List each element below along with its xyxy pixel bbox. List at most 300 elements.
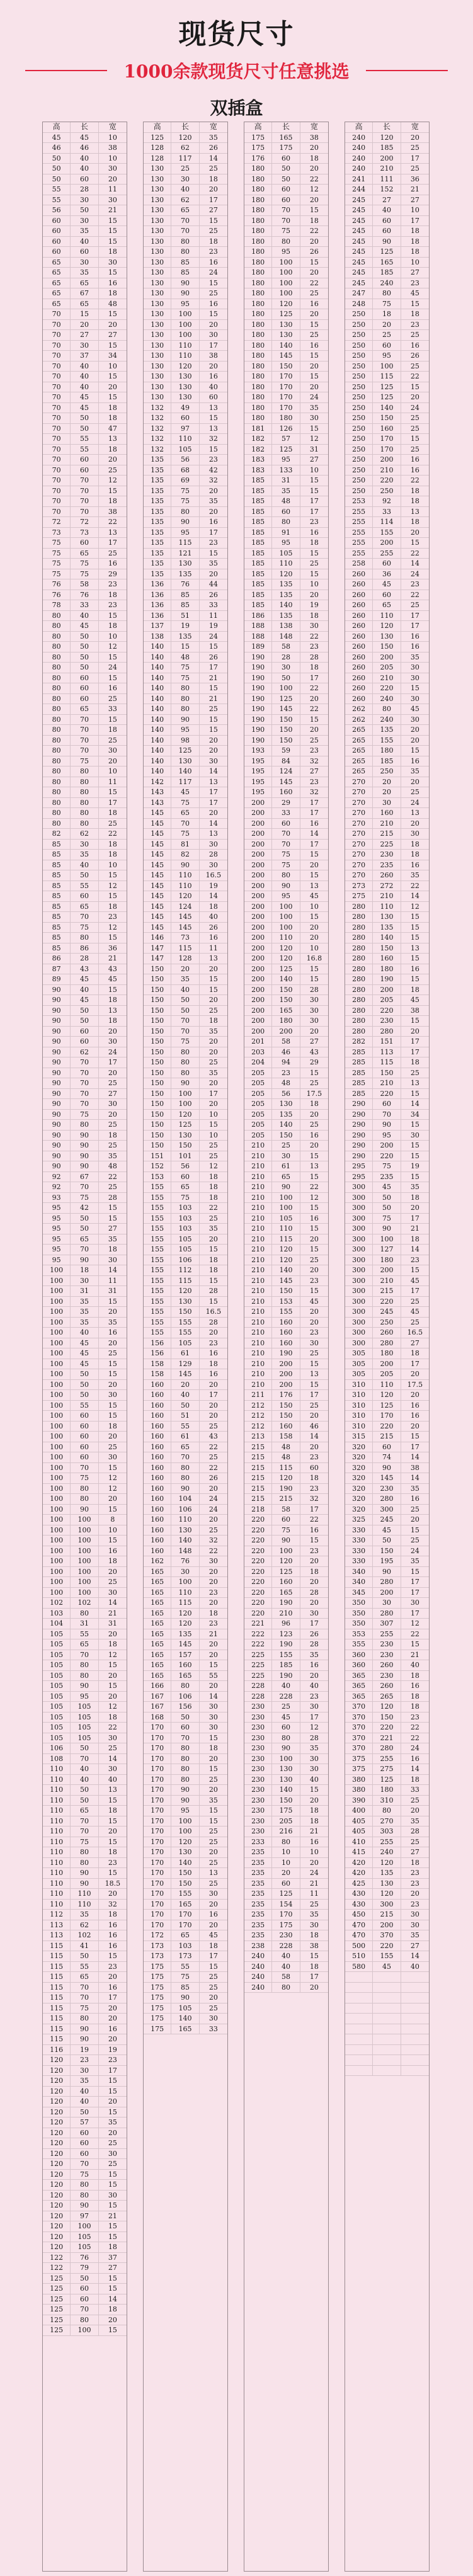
table-cell: 147 — [144, 943, 171, 954]
table-cell: 285 — [345, 1047, 373, 1057]
table-cell: 25 — [208, 1453, 218, 1461]
table-cell: 150 — [144, 1006, 171, 1016]
table-cell: 20 — [410, 1515, 419, 1524]
table-cell: 150 — [272, 985, 300, 995]
table-cell: 220 — [244, 1598, 272, 1608]
table-row — [144, 1245, 227, 1255]
table-cell: 125 — [373, 1775, 401, 1785]
table-row — [144, 1609, 227, 1619]
table-cell: 80 — [43, 756, 71, 767]
table-cell: 20 — [410, 1889, 419, 1898]
table-cell: 185 — [244, 517, 272, 527]
table-cell: 120 — [272, 1245, 300, 1255]
table-cell: 115 — [171, 1276, 199, 1286]
table-cell: 17 — [309, 798, 319, 807]
table-cell: 200 — [244, 964, 272, 974]
table-cell: 16 — [108, 1328, 117, 1336]
table-cell: 18 — [208, 1193, 218, 1202]
subtitle-divider-right — [366, 70, 448, 71]
table-cell: 20 — [208, 1920, 218, 1929]
table-row — [144, 1473, 227, 1484]
table-cell: 155 — [144, 1214, 171, 1224]
table-cell: 60 — [272, 819, 300, 829]
table-cell: 165 — [171, 1900, 199, 1910]
table-cell: 14 — [410, 559, 419, 567]
table-cell: 92 — [43, 1182, 71, 1192]
table-row — [244, 1255, 328, 1266]
table-row — [244, 1743, 328, 1754]
table-cell: 135 — [144, 507, 171, 517]
table-cell: 20 — [208, 1411, 218, 1420]
table-row — [244, 1972, 328, 1983]
table-cell: 38 — [108, 507, 117, 516]
table-row — [144, 413, 227, 424]
table-row — [43, 1422, 127, 1432]
table-cell: 155 — [272, 1650, 300, 1660]
table-cell: 95 — [171, 528, 199, 538]
table-cell: 168 — [144, 1713, 171, 1723]
table-cell: 70 — [71, 1245, 98, 1255]
table-cell: 155 — [144, 1276, 171, 1286]
table-cell: 222 — [244, 1629, 272, 1639]
table-row — [43, 1930, 127, 1941]
table-cell: 70 — [373, 1110, 401, 1120]
table-cell: 150 — [144, 1099, 171, 1109]
table-row — [345, 1577, 429, 1588]
table-row — [244, 174, 328, 185]
table-row — [244, 1681, 328, 1692]
table-cell: 75 — [71, 1837, 98, 1847]
table-cell: 110 — [373, 611, 401, 621]
table-cell: 195 — [244, 787, 272, 797]
table-row — [43, 1951, 127, 1962]
table-cell: 35 — [208, 497, 218, 505]
table-cell: 105 — [171, 1234, 199, 1245]
table-cell: 55 — [71, 1962, 98, 1972]
table-row — [144, 1764, 227, 1775]
table-row — [345, 1847, 429, 1858]
table-cell: 120 — [272, 569, 300, 579]
table-cell: 220 — [244, 1577, 272, 1587]
table-cell: 200 — [244, 808, 272, 818]
table-cell: 270 — [345, 777, 373, 787]
table-row — [43, 1889, 127, 1900]
table-cell: 20 — [272, 1868, 300, 1878]
table-cell: 167 — [144, 1692, 171, 1702]
table-row — [345, 1307, 429, 1318]
table-cell: 15 — [108, 237, 117, 246]
table-cell: 15 — [108, 1204, 117, 1212]
table-cell: 245 — [345, 258, 373, 268]
table-row — [144, 704, 227, 715]
table-cell: 50 — [373, 1203, 401, 1213]
table-row — [345, 1318, 429, 1328]
table-cell: 25 — [309, 1079, 319, 1087]
table-cell: 200 — [272, 1027, 300, 1037]
table-cell: 70 — [71, 1089, 98, 1099]
table-cell: 176 — [244, 154, 272, 164]
table-cell: 160 — [144, 1494, 171, 1504]
table-cell: 70 — [71, 1650, 98, 1660]
table-cell: 170 — [144, 1775, 171, 1785]
table-cell: 100 — [71, 1525, 98, 1536]
table-cell: 31 — [108, 1619, 117, 1627]
table-cell: 50 — [71, 1016, 98, 1026]
table-cell: 95 — [171, 299, 199, 309]
table-row — [345, 382, 429, 393]
table-cell: 350 — [345, 1619, 373, 1629]
table-cell: 170 — [144, 1889, 171, 1899]
size-table-column — [345, 122, 430, 2572]
table-row — [43, 2211, 127, 2222]
table-row — [244, 341, 328, 351]
table-row — [144, 1161, 227, 1172]
table-cell: 80 — [43, 715, 71, 725]
table-row — [43, 2149, 127, 2160]
table-cell: 15 — [208, 1733, 218, 1742]
table-cell: 18 — [309, 1806, 319, 1815]
table-cell: 19 — [71, 2045, 98, 2055]
table-cell: 80 — [272, 870, 300, 881]
table-cell: 120 — [43, 2170, 71, 2180]
table-cell: 255 — [373, 549, 401, 559]
table-cell: 94 — [272, 1057, 300, 1068]
table-cell: 12 — [108, 923, 117, 932]
table-cell: 125 — [272, 964, 300, 974]
table-cell: 103 — [43, 1609, 71, 1619]
table-cell: 160 — [272, 1338, 300, 1348]
table-cell — [373, 2034, 401, 2044]
table-row — [244, 1858, 328, 1869]
table-cell: 33 — [208, 601, 218, 609]
table-cell: 25 — [272, 1141, 300, 1151]
table-cell: 16 — [309, 1131, 319, 1139]
table-cell: 153 — [272, 1297, 300, 1307]
table-row — [43, 2138, 127, 2149]
table-row — [244, 143, 328, 154]
table-cell: 310 — [373, 1796, 401, 1806]
table-cell: 100 — [272, 923, 300, 933]
table-row — [345, 1868, 429, 1879]
table-cell: 15 — [410, 1151, 419, 1160]
table-cell: 205 — [244, 1099, 272, 1109]
table-cell: 60 — [272, 507, 300, 517]
table-cell — [401, 2024, 429, 2034]
table-cell: 17 — [410, 1588, 419, 1597]
table-row — [144, 1816, 227, 1827]
column-header: 高 — [345, 122, 373, 132]
table-row — [244, 320, 328, 331]
table-cell: 120 — [171, 1609, 199, 1619]
table-row — [244, 1245, 328, 1255]
table-cell: 282 — [345, 1037, 373, 1047]
table-cell: 152 — [144, 1161, 171, 1171]
table-cell: 105 — [171, 445, 199, 455]
table-cell: 55 — [71, 1629, 98, 1639]
table-cell: 18 — [71, 1265, 98, 1275]
table-cell: 230 — [244, 1754, 272, 1764]
table-cell: 100 — [43, 1577, 71, 1587]
table-cell: 80 — [71, 1484, 98, 1494]
table-cell: 110 — [171, 870, 199, 881]
table-row — [144, 1629, 227, 1640]
table-row — [144, 808, 227, 819]
table-row — [144, 1879, 227, 1889]
table-cell: 330 — [345, 1536, 373, 1546]
table-cell: 145 — [272, 777, 300, 787]
table-cell: 213 — [244, 1432, 272, 1442]
table-cell: 50 — [373, 1193, 401, 1203]
table-cell: 55 — [208, 1671, 218, 1680]
table-row — [244, 736, 328, 746]
table-cell: 241 — [345, 174, 373, 185]
table-cell: 228 — [244, 1692, 272, 1702]
table-cell: 15 — [410, 382, 419, 391]
table-cell: 100 — [373, 1234, 401, 1245]
table-row — [43, 642, 127, 653]
table-cell: 16 — [410, 632, 419, 641]
table-row — [345, 154, 429, 164]
table-cell: 40 — [71, 2097, 98, 2107]
table-cell: 95 — [272, 538, 300, 548]
table-cell: 14 — [108, 1754, 117, 1763]
table-row — [43, 1962, 127, 1973]
table-cell: 18 — [373, 309, 401, 319]
table-cell: 215 — [373, 1910, 401, 1920]
table-cell: 20 — [208, 1993, 218, 2002]
table-cell: 48 — [108, 1162, 117, 1170]
table-cell: 25 — [410, 1796, 419, 1804]
table-cell: 30 — [108, 1733, 117, 1742]
table-cell — [345, 2003, 373, 2014]
table-cell: 30 — [71, 840, 98, 850]
table-cell: 135 — [373, 923, 401, 933]
table-cell: 22 — [309, 632, 319, 641]
table-row — [244, 382, 328, 393]
table-cell: 120 — [171, 362, 199, 372]
table-cell: 85 — [43, 891, 71, 901]
table-row — [244, 205, 328, 216]
table-cell: 155 — [144, 1203, 171, 1213]
table-cell: 80 — [71, 933, 98, 943]
table-row — [244, 507, 328, 518]
table-cell: 167 — [144, 1702, 171, 1712]
table-cell: 90 — [272, 1743, 300, 1753]
table-cell: 15 — [309, 975, 319, 983]
table-cell: 102 — [71, 1930, 98, 1941]
table-row — [144, 538, 227, 549]
table-cell: 30 — [171, 174, 199, 185]
table-cell: 70 — [272, 205, 300, 215]
table-cell: 42 — [71, 1203, 98, 1213]
table-cell: 136 — [144, 600, 171, 610]
table-cell: 15 — [309, 1245, 319, 1253]
table-row — [345, 673, 429, 684]
table-row — [345, 2066, 429, 2077]
table-cell: 20 — [309, 933, 319, 942]
table-cell: 90 — [71, 2024, 98, 2034]
table-cell: 110 — [43, 1879, 71, 1889]
table-row — [43, 1671, 127, 1682]
table-row — [43, 756, 127, 767]
table-cell: 380 — [345, 1785, 373, 1795]
table-cell: 200 — [244, 1027, 272, 1037]
table-cell: 280 — [345, 974, 373, 984]
table-cell: 22 — [410, 1723, 419, 1731]
table-cell: 120 — [373, 1889, 401, 1899]
table-cell: 150 — [373, 413, 401, 423]
table-cell: 25 — [108, 1120, 117, 1129]
table-row — [43, 1733, 127, 1744]
table-cell: 25 — [309, 1120, 319, 1129]
table-row — [144, 954, 227, 964]
table-row — [244, 1172, 328, 1183]
table-row — [43, 1234, 127, 1245]
table-cell: 180 — [272, 413, 300, 423]
table-cell: 70 — [71, 1816, 98, 1827]
table-row — [144, 787, 227, 798]
table-cell: 16 — [410, 756, 419, 765]
table-row — [43, 288, 127, 299]
table-row — [244, 1847, 328, 1858]
table-cell: 330 — [345, 1525, 373, 1536]
table-row — [144, 1692, 227, 1702]
table-cell: 150 — [144, 1057, 171, 1068]
table-cell: 20 — [309, 1983, 319, 1992]
table-cell: 145 — [144, 829, 171, 839]
table-cell: 22 — [108, 829, 117, 838]
table-cell: 16 — [309, 341, 319, 350]
table-cell: 120 — [43, 2242, 71, 2252]
table-cell: 80 — [71, 798, 98, 808]
table-cell: 30 — [309, 1765, 319, 1773]
table-cell: 25 — [108, 1349, 117, 1357]
table-cell: 125 — [373, 392, 401, 402]
table-cell: 25 — [208, 1858, 218, 1867]
table-cell: 70 — [71, 507, 98, 517]
table-cell: 110 — [71, 1889, 98, 1899]
table-cell: 20 — [309, 362, 319, 370]
table-cell: 20 — [309, 1308, 319, 1316]
table-row — [43, 954, 127, 964]
table-cell: 75 — [43, 538, 71, 548]
table-cell: 183 — [244, 455, 272, 465]
table-cell: 20 — [410, 528, 419, 537]
table-cell: 25 — [108, 2160, 117, 2168]
table-cell: 180 — [244, 288, 272, 299]
table-cell: 75 — [272, 860, 300, 870]
table-cell: 30 — [309, 1006, 319, 1015]
table-row — [43, 1245, 127, 1255]
table-row — [244, 694, 328, 705]
table-cell: 240 — [244, 1951, 272, 1961]
table-cell: 15 — [208, 414, 218, 422]
table-cell: 60 — [71, 1422, 98, 1432]
table-row — [144, 1785, 227, 1796]
table-cell: 16 — [410, 341, 419, 350]
table-cell: 450 — [345, 1910, 373, 1920]
table-cell: 17 — [208, 663, 218, 671]
table-row — [144, 1141, 227, 1151]
table-row — [43, 372, 127, 382]
table-cell: 215 — [373, 1286, 401, 1296]
table-cell: 300 — [345, 1255, 373, 1265]
table-row — [345, 1713, 429, 1723]
table-cell: 14 — [309, 1432, 319, 1440]
table-row — [43, 1910, 127, 1920]
table-cell: 47 — [108, 424, 117, 433]
table-row — [43, 2221, 127, 2232]
table-cell: 128 — [144, 143, 171, 153]
table-cell: 132 — [144, 413, 171, 423]
table-cell: 34 — [108, 351, 117, 360]
table-row — [144, 143, 227, 154]
table-cell: 30 — [410, 829, 419, 838]
table-row — [144, 1484, 227, 1495]
table-cell: 290 — [345, 1099, 373, 1109]
table-row — [244, 486, 328, 497]
table-cell: 15 — [108, 1370, 117, 1378]
table-cell: 50 — [71, 642, 98, 652]
table-cell: 100 — [171, 1827, 199, 1837]
table-cell: 56 — [171, 1161, 199, 1171]
table-row — [345, 1089, 429, 1100]
table-cell: 85 — [43, 912, 71, 922]
table-cell: 18 — [410, 310, 419, 318]
table-row — [43, 445, 127, 455]
table-cell: 19 — [208, 622, 218, 630]
table-cell: 155 — [144, 1297, 171, 1307]
table-cell: 220 — [373, 1723, 401, 1733]
table-row — [43, 579, 127, 590]
table-cell: 85 — [171, 258, 199, 268]
table-cell: 10 — [108, 860, 117, 869]
table-row — [43, 787, 127, 798]
table-cell: 200 — [373, 1359, 401, 1369]
table-cell: 115 — [171, 1598, 199, 1608]
table-cell: 75 — [43, 559, 71, 569]
table-cell: 90 — [171, 1796, 199, 1806]
table-cell: 26 — [309, 248, 319, 256]
table-row — [345, 1993, 429, 2003]
table-cell: 18 — [410, 1058, 419, 1066]
table-cell: 125 — [171, 746, 199, 756]
table-cell: 20 — [309, 726, 319, 734]
table-row — [144, 819, 227, 829]
table-cell: 16 — [208, 1910, 218, 1918]
table-cell: 115 — [43, 2014, 71, 2024]
table-cell: 31 — [108, 1287, 117, 1295]
table-row — [345, 1588, 429, 1599]
table-cell: 212 — [244, 1422, 272, 1432]
table-row — [345, 725, 429, 736]
table-cell: 120 — [43, 2149, 71, 2159]
table-row — [43, 767, 127, 777]
table-cell: 215 — [373, 1432, 401, 1442]
table-cell: 280 — [345, 912, 373, 922]
table-header-row — [43, 122, 127, 133]
table-cell: 70 — [71, 912, 98, 922]
table-cell: 90 — [71, 1879, 98, 1889]
table-cell: 14 — [208, 892, 218, 900]
table-cell: 82 — [43, 829, 71, 839]
table-row — [345, 1910, 429, 1920]
table-row — [244, 1006, 328, 1017]
table-row — [345, 798, 429, 809]
table-cell: 15 — [108, 1869, 117, 1877]
table-cell: 37 — [71, 351, 98, 361]
table-cell: 130 — [171, 1525, 199, 1536]
